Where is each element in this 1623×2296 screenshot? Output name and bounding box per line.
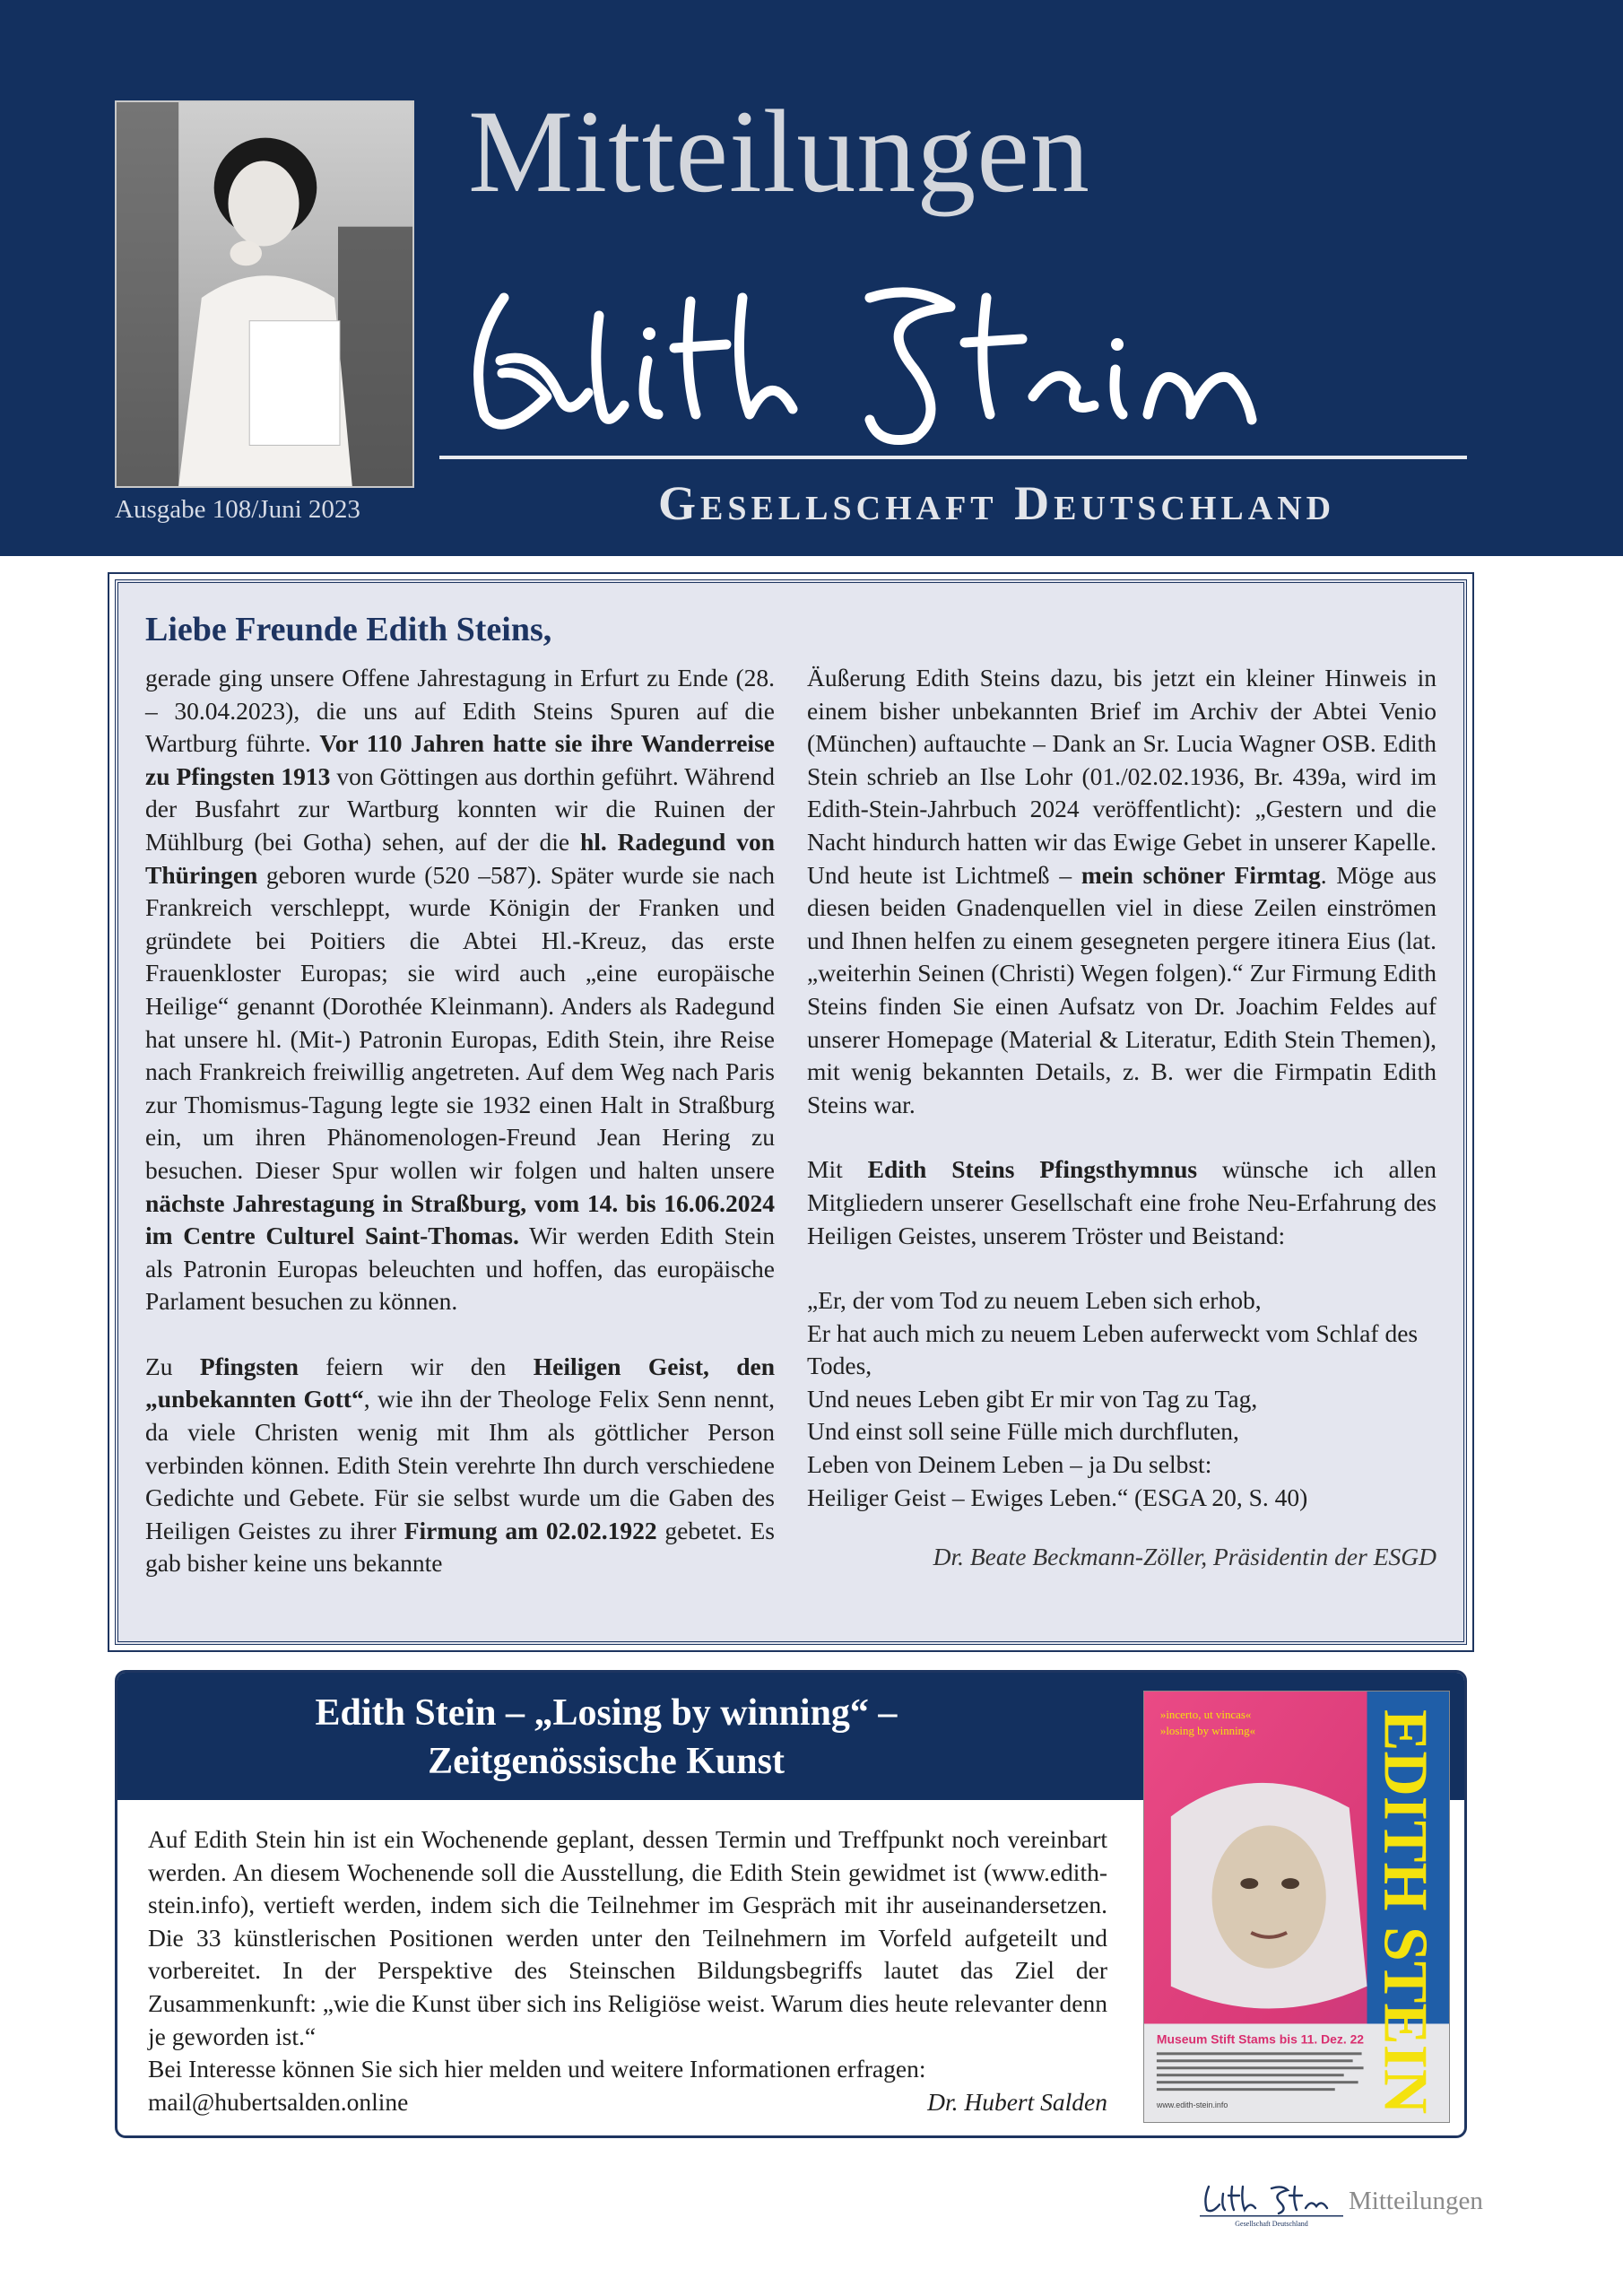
poster-vertical-title: EDITH STEIN [1370,1709,1440,2115]
society-name: Gesellschaft Deutschland [658,476,1336,530]
art-body: Auf Edith Stein hin ist ein Wochenende geplant, dessen Termin und Treffpunkt noch vereinbart werden. An diesem Wochenende soll die Ausstellung, die Edith Stein gewidmet ist (www.edith-stein.info), vertieft werden, indem sich die Teilnehmer im Gespräch mit ihr auseinandersetzen. Die 33 künstlerischen Positionen werden unter den Teilnehmern im Vorfeld aufgeteilt und vorbereitet. In der Perspektive des Steinschen Bildungsbegriffs lautet das Ziel der Zusammenkunft: „wie die Kunst über sich ins Religiöse weist. Warum dies heute relevanter denn je geworden ist.“ [148,1825,1107,2050]
letter-paragraph: Mit Edith Steins Pfingsthymnus wünsche ich allen Mitgliedern unserer Gesellschaft eine frohe Neu-Erfahrung des Heiligen Geistes, unserem Tröster und Beistand: [807,1155,1437,1249]
masthead [0,0,1623,556]
issue-number: Ausgabe 108/Juni 2023 [115,495,360,524]
poster-venue: Museum Stift Stams bis 11. Dez. 22 [1156,2031,1365,2047]
letter-greeting: Liebe Freunde Edith Steins, [145,611,552,648]
poem-line: Heiliger Geist – Ewiges Leben.“ (ESGA 20, S. 40) [807,1483,1308,1511]
editorial-letter-box [115,579,1467,1645]
art-exhibition-box [115,1670,1467,2138]
poem-line: Er hat auch mich zu neuem Leben auferweckt vom Schlaf des Todes, [807,1318,1419,1380]
art-box-text [148,1823,1107,2118]
exhibition-poster [1143,1691,1450,2123]
poem-line: Und neues Leben gibt Er mir von Tag zu Tag, [807,1384,1258,1413]
edith-stein-portrait-photo [115,100,414,488]
masthead-title: Mitteilungen [468,85,1090,217]
art-contact-line: Bei Interesse können Sie sich hier melden und weitere Informationen erfragen: [148,2055,926,2083]
edith-stein-signature-logo [448,262,1309,459]
letter-signature: Dr. Beate Beckmann-Zöller, Präsidentin der ESGD [933,1543,1436,1571]
contact-email-link[interactable]: mail@hubertsalden.online [148,2087,409,2116]
letter-paragraph: Äußerung Edith Steins dazu, bis jetzt ein kleiner Hinweis in einem bisher unbekannten Brief im Archiv der Abtei Venio (München) auftauchte – Dank an Sr. Lucia Wagner OSB. Edith Stein schrieb an Ilse Lohr (01./02.02.1936, Br. 439a, wird im Edith-Stein-Jahrbuch 2024 veröffentlicht): „Gestern und die Nacht hindurch hatten wir das Ewige Gebet in unserer Kapelle. Und heute ist Lichtmeß – mein schöner Firmtag. Möge aus diesen beiden Gnadenquellen viel in diese Zeilen einströmen und Ihnen helfen zu einem gesegneten pergere itinera Eius (lat. „weiterhin Seinen (Christi) Wegen folgen).“ Zur Firmung Edith Steins finden Sie einen Aufsatz von Dr. Joachim Feldes auf unserer Homepage (Material & Literatur, Edith Stein Themen), mit wenig bekannten Details, z. B. wer die Firmpatin Edith Steins war. [807,664,1436,1118]
letter-right-column [807,662,1436,1580]
poster-top-text: »incerto, ut vincas« [1159,1707,1252,1721]
poster-top-text: »losing by winning« [1159,1723,1256,1737]
footer-logo-caption: Gesellschaft Deutschland [1235,2220,1308,2228]
letter-left-column [145,662,775,1580]
pentecost-hymn-poem [807,1284,1436,1514]
letter-paragraph: Zu Pfingsten feiern wir den Heiligen Geist, den „unbekannten Gott“, wie ihn der Theologe Felix Senn nennt, da viele Christen wenig mit Ihm als göttlicher Person verbinden können. Edith Stein verehrte Ihn durch verschiedene Gedichte und Gebete. Für sie selbst wurde um die Gaben des Heiligen Geistes zu ihrer Firmung am 02.02.1922 gebetet. Es gab bisher keine uns bekannte [145,1352,775,1578]
footer-signature-logo [1200,2179,1343,2230]
poem-line: Leben von Deinem Leben – ja Du selbst: [807,1450,1212,1479]
poem-line: Und einst soll seine Fülle mich durchfluten, [807,1417,1239,1446]
letter-paragraph: gerade ging unsere Offene Jahrestagung in Erfurt zu Ende (28. – 30.04.2023), die uns auf Edith Steins Spuren auf die Wartburg führte. Vor 110 Jahren hatte sie ihre Wanderreise zu Pfingsten 1913 von Göttingen aus dorthin geführt. Während der Busfahrt zur Wartburg konnten wir die Ruinen der Mühlburg (bei Gotha) sehen, auf der die hl. Radegund von Thüringen geboren wurde (520 –587). Später wurde sie nach Frankreich verschleppt, wurde Königin der Franken und gründete bei Poitiers die Abtei Hl.-Kreuz, das erste Frauenkloster Europas; sie wird auch „eine europäische Heilige“ genannt (Dorothée Kleinmann). Anders als Radegund hat unsere hl. (Mit-) Patronin Europas, Edith Stein, ihre Reise nach Frankreich freiwillig angetreten. Auf dem Weg nach Paris zur Thomismus-Tagung legte sie 1932 einen Halt in Straßburg ein, um ihren Phänomenologen-Freund Jean Hering zu besuchen. Dieser Spur wollen wir folgen und halten unsere nächste Jahrestagung in Straßburg, vom 14. bis 16.06.2024 im Centre Culturel Saint-Thomas. Wir werden Edith Stein als Patronin Europas beleuchten und hoffen, das europäische Parlament besuchen zu können. [145,664,775,1316]
footer-mitteilungen: Mitteilungen [1349,2187,1483,2215]
poem-line: „Er, der vom Tod zu neuem Leben sich erhob, [807,1286,1262,1315]
art-author: Dr. Hubert Salden [927,2087,1107,2116]
art-box-title: Edith Stein – „Losing by winning“ – Zeitgenössische Kunst [315,1692,898,1782]
masthead-rule [439,456,1467,459]
poster-website: www.edith-stein.info [1156,2100,1228,2110]
